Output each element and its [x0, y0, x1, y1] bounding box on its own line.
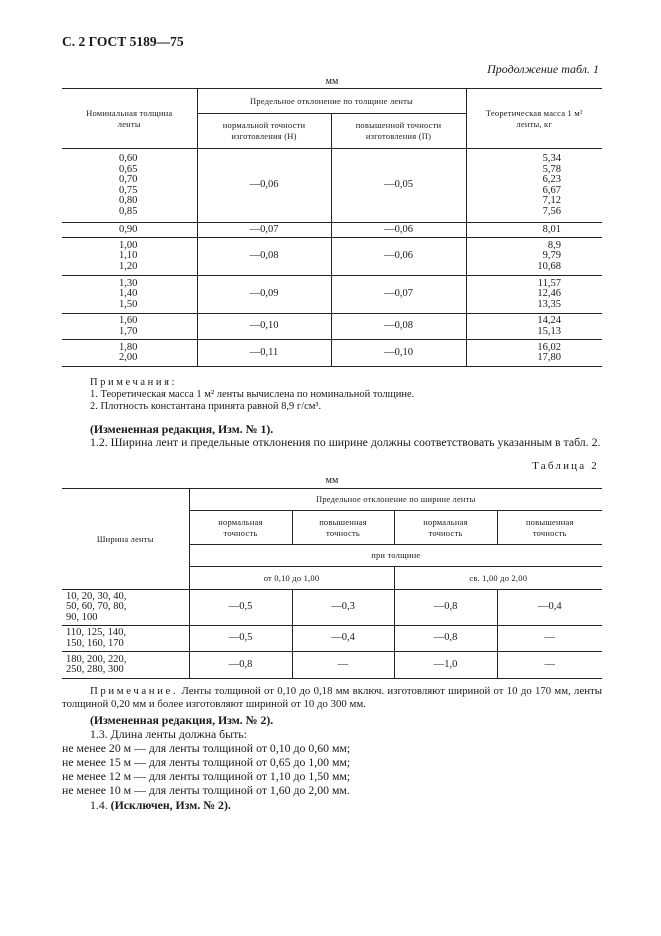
- t2-header-range-2: св. 1,00 до 2,00: [394, 567, 602, 590]
- table2-unit: мм: [325, 475, 339, 486]
- t1-header-normal: нормальной точности изготовления (Н): [197, 114, 331, 149]
- t1-cell-mass: 14,24 15,13: [466, 314, 602, 340]
- table1-row: [62, 340, 602, 367]
- note2-text: Ленты толщиной от 0,10 до 0,18 мм включ. изготовляют шириной от 10 до 170 мм, ленты толщиной 0,20 мм и более изготовляют шириной от 10 до 300 мм.: [62, 685, 602, 710]
- t2-header-normal-2: нормальная точность: [394, 511, 497, 545]
- t2-cell-deviation: —0,3: [292, 590, 394, 626]
- t1-cell-thickness: 0,60 0,65 0,70 0,75 0,80 0,85: [62, 149, 197, 223]
- t1-cell-mass: 11,57 12,46 13,35: [466, 276, 602, 314]
- para-1-3-line-4: не менее 10 м — для ленты толщиной от 1,60 до 2,00 мм.: [62, 783, 350, 797]
- t2-header-deviation: Предельное отклонение по ширине ленты: [189, 489, 602, 511]
- t1-cell-mass: 8,9 9,79 10,68: [466, 238, 602, 276]
- t2-header-at-thickness: при толщине: [189, 545, 602, 567]
- t1-header-mass: Теоретическая масса 1 м² ленты, кг: [466, 89, 602, 149]
- t1-cell-high: —0,05: [331, 149, 466, 223]
- t2-cell-width: 180, 200, 220, 250, 280, 300: [62, 652, 189, 679]
- t2-cell-deviation: —0,5: [189, 590, 292, 626]
- t2-header-range-1: от 0,10 до 1,00: [189, 567, 394, 590]
- t2-cell-width: 10, 20, 30, 40, 50, 60, 70, 80, 90, 100: [62, 590, 189, 626]
- t2-cell-deviation: —0,8: [189, 652, 292, 679]
- amend2: (Измененная редакция, Изм. № 2).: [90, 713, 274, 727]
- notes1-item-2: 2. Плотность константана принята равной 8,9 г/см³.: [90, 401, 322, 412]
- note2-label: Примечание.: [90, 685, 179, 697]
- para-1-3-line-2: не менее 15 м — для ленты толщиной от 0,65 до 1,00 мм;: [62, 755, 351, 769]
- t1-cell-thickness: 1,80 2,00: [62, 340, 197, 367]
- t1-header-thickness: Номинальная толщина ленты: [86, 107, 173, 129]
- table1-row: [62, 238, 602, 276]
- t2-header-width: Ширина ленты: [96, 533, 154, 544]
- t2-cell-deviation: —0,8: [394, 626, 497, 652]
- t1-cell-thickness: 1,30 1,40 1,50: [62, 276, 197, 314]
- amend1: (Измененная редакция, Изм. № 1).: [90, 422, 274, 436]
- table2-row: [62, 652, 602, 679]
- t1-cell-thickness: 0,90: [62, 223, 197, 238]
- table1-row: [62, 223, 602, 238]
- t1-header-high: повышенной точности изготовления (П): [331, 114, 466, 149]
- t1-cell-mass: 5,34 5,78 6,23 6,67 7,12 7,56: [466, 149, 602, 223]
- t2-cell-deviation: —0,5: [189, 626, 292, 652]
- t1-cell-high: —0,08: [331, 314, 466, 340]
- t2-cell-deviation: —1,0: [394, 652, 497, 679]
- t1-cell-mass: 16,02 17,80: [466, 340, 602, 367]
- t2-header-high-1: повышенная точность: [292, 511, 394, 545]
- notes1-title: Примечания:: [90, 377, 178, 388]
- page-header: С. 2 ГОСТ 5189—75: [62, 34, 184, 49]
- t1-cell-normal: —0,11: [197, 340, 331, 367]
- t1-cell-high: —0,06: [331, 238, 466, 276]
- t1-header-deviation: Предельное отклонение по толщине ленты: [197, 89, 466, 114]
- t1-cell-normal: —0,06: [197, 149, 331, 223]
- para-1-3-line-3: не менее 12 м — для ленты толщиной от 1,10 до 1,50 мм;: [62, 769, 351, 783]
- t2-cell-deviation: —0,8: [394, 590, 497, 626]
- t1-cell-normal: —0,09: [197, 276, 331, 314]
- para-1-3-line-1: не менее 20 м — для ленты толщиной от 0,10 до 0,60 мм;: [62, 741, 351, 755]
- t2-cell-deviation: —: [497, 652, 602, 679]
- para-1-4: 1.4. (Исключен, Изм. № 2).: [90, 798, 231, 812]
- t1-cell-thickness: 1,00 1,10 1,20: [62, 238, 197, 276]
- t2-cell-deviation: —: [292, 652, 394, 679]
- t1-cell-high: —0,07: [331, 276, 466, 314]
- t2-cell-deviation: —: [497, 626, 602, 652]
- table2-caption: Таблица 2: [532, 460, 599, 472]
- t2-cell-width: 110, 125, 140, 150, 160, 170: [62, 626, 189, 652]
- t1-cell-high: —0,10: [331, 340, 466, 367]
- t2-header-normal-1: нормальная точность: [189, 511, 292, 545]
- t2-cell-deviation: —0,4: [497, 590, 602, 626]
- t1-cell-mass: 8,01: [466, 223, 602, 238]
- t1-cell-thickness: 1,60 1,70: [62, 314, 197, 340]
- t2-header-high-2: повышенная точность: [497, 511, 602, 545]
- t1-cell-normal: —0,08: [197, 238, 331, 276]
- table2: [62, 488, 602, 679]
- table-continuation-label: Продолжение табл. 1: [487, 62, 599, 76]
- table1: [62, 88, 602, 367]
- para-1-3-lead: 1.3. Длина ленты должна быть:: [90, 727, 247, 741]
- table1-row: [62, 314, 602, 340]
- para-1-2: 1.2. Ширина лент и предельные отклонения по ширине должны соответствовать указанным в табл. 2.: [90, 435, 601, 449]
- table1-unit: мм: [325, 76, 339, 87]
- table1-row: [62, 276, 602, 314]
- t1-cell-normal: —0,07: [197, 223, 331, 238]
- t1-cell-high: —0,06: [331, 223, 466, 238]
- table2-row: [62, 590, 602, 626]
- table2-row: [62, 626, 602, 652]
- note2: [62, 685, 602, 710]
- table1-row: [62, 149, 602, 223]
- notes1-item-1: 1. Теоретическая масса 1 м² ленты вычислена по номинальной толщине.: [90, 389, 415, 400]
- t1-cell-normal: —0,10: [197, 314, 331, 340]
- t2-cell-deviation: —0,4: [292, 626, 394, 652]
